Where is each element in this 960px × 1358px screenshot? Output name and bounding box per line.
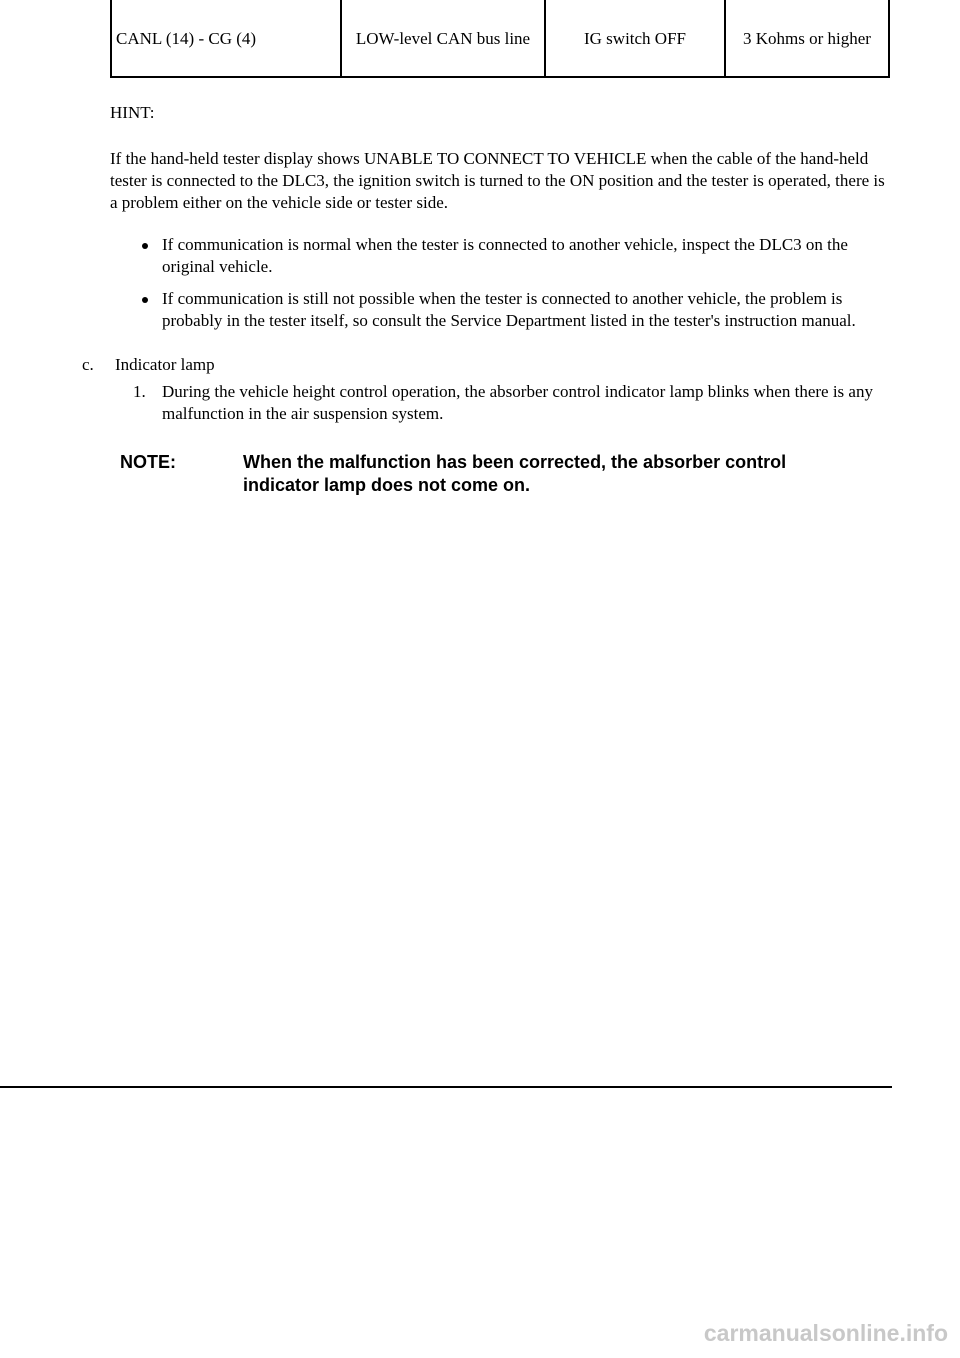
condition-cell: IG switch OFF [545,0,725,77]
hint-label: HINT: [110,103,155,122]
watermark: carmanualsonline.info [703,1320,948,1346]
substep-text: During the vehicle height control operation, the absorber control indicator lamp blinks when there is any malfunction in the air suspension system. [162,382,873,423]
step-label: Indicator lamp [115,355,215,374]
substep-marker: 1. [133,382,146,401]
step-marker: c. [82,355,94,374]
bullet-dot-icon [142,297,148,303]
table-row [111,0,889,77]
spec-table [110,0,890,78]
footer-divider [0,1086,892,1088]
list-item [162,234,892,278]
list-item-text: If communication is normal when the tester is connected to another vehicle, inspect the DLC3 on the original vehicle. [162,235,848,276]
terminal-cell: CANL (14) - CG (4) [111,0,341,77]
note-label: NOTE: [120,452,176,472]
list-item [162,288,892,332]
line-desc-cell: LOW-level CAN bus line [341,0,545,77]
bullet-dot-icon [142,243,148,249]
spec-cell: 3 Kohms or higher [725,0,889,77]
hint-bullet-list [162,234,892,342]
list-item-text: If communication is still not possible when the tester is connected to another vehicle, the problem is probably in the tester itself, so consult the Service Department listed in the tester's instruction manual. [162,289,856,330]
note-text: When the malfunction has been corrected, the absorber control indicator lamp does not come on. [243,452,787,495]
hint-text: If the hand-held tester display shows UNABLE TO CONNECT TO VEHICLE when the cable of the hand-held tester is connected to the DLC3, the ignition switch is turned to the ON position and the tester is operated, there is a problem either on the vehicle side or tester side. [110,149,885,212]
